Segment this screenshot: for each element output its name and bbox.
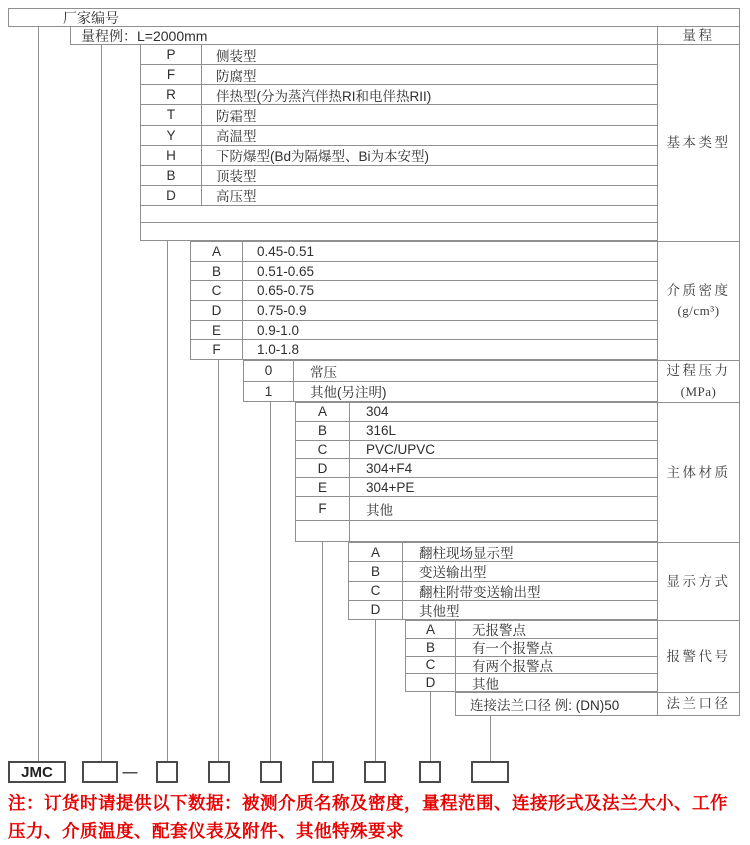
desc-cell: 高压型 xyxy=(216,189,257,205)
code-cell: B xyxy=(141,166,202,185)
code-box-density xyxy=(208,761,230,783)
code-cell: E xyxy=(191,321,243,340)
table-row xyxy=(244,361,657,382)
code-cell: F xyxy=(191,340,243,359)
code-box-flange xyxy=(471,761,509,783)
connector-line xyxy=(270,401,271,761)
connector-line xyxy=(490,715,491,761)
factory-number-label: 厂家编号 xyxy=(63,9,119,26)
label-body-material: 主体材质 xyxy=(658,403,739,543)
desc-cell: PVC/UPVC xyxy=(366,442,436,458)
ordering-note: 注：订货时请提供以下数据：被测介质名称及密度，量程范围、连接形式及法兰大小、工作压力、介质温度、配套仪表及附件、其他特殊要求 xyxy=(8,793,728,841)
table-row xyxy=(296,497,657,521)
code-cell: B xyxy=(406,639,456,656)
table-row xyxy=(296,422,657,441)
code-cell: 1 xyxy=(244,382,294,402)
code-cell: B xyxy=(349,562,403,580)
table-row xyxy=(349,601,657,619)
label-display-mode: 显示方式 xyxy=(658,543,739,621)
desc-cell: 1.0-1.8 xyxy=(257,342,300,358)
label-process-pressure: 过程压力 (MPa) xyxy=(658,361,739,403)
table-row xyxy=(296,459,657,478)
connector-line xyxy=(101,44,102,761)
code-box-material xyxy=(312,761,334,783)
code-cell: A xyxy=(296,403,350,421)
connector-line xyxy=(375,619,376,761)
desc-cell: 316L xyxy=(366,423,397,439)
connector-line xyxy=(38,26,39,761)
code-cell: T xyxy=(141,105,202,124)
table-row xyxy=(141,105,657,125)
desc-cell: 防腐型 xyxy=(216,68,257,84)
code-cell: F xyxy=(141,65,202,84)
table-row xyxy=(141,85,657,105)
desc-cell xyxy=(350,521,657,541)
flange-size-row xyxy=(455,692,658,716)
code-cell: C xyxy=(406,657,456,674)
desc-cell: 下防爆型(Bd为隔爆型、Bi为本安型) xyxy=(216,149,430,165)
code-cell: D xyxy=(406,674,456,691)
desc-cell: 其他 xyxy=(472,676,499,691)
desc-cell: 0.45-0.51 xyxy=(257,243,315,259)
label-range: 量程 xyxy=(658,27,739,45)
desc-cell: 顶装型 xyxy=(216,169,257,185)
factory-number-row xyxy=(8,8,740,27)
desc-cell: 无报警点 xyxy=(472,623,526,638)
desc-cell: 其他 xyxy=(366,502,393,518)
label-medium-density: 介质密度 (g/cm³) xyxy=(658,242,739,361)
code-cell: R xyxy=(141,85,202,104)
desc-cell: 防霜型 xyxy=(216,108,257,124)
desc-cell: 翻柱附带变送输出型 xyxy=(419,584,541,600)
desc-cell: 连接法兰口径 例: (DN)50 xyxy=(470,698,620,713)
label-alarm-code: 报警代号 xyxy=(658,621,739,693)
model-prefix-box xyxy=(8,761,66,783)
table-row xyxy=(406,621,657,639)
table-row xyxy=(141,65,657,85)
code-separator-dash: — xyxy=(122,763,138,781)
table-row xyxy=(141,166,657,186)
desc-cell: 0.75-0.9 xyxy=(257,302,307,318)
code-cell: C xyxy=(296,441,350,459)
desc-cell: 高温型 xyxy=(216,129,257,145)
desc-cell: 304+PE xyxy=(366,479,415,495)
table-row xyxy=(191,321,657,341)
table-row xyxy=(349,543,657,562)
code-cell: D xyxy=(191,301,243,320)
body-material-table xyxy=(295,402,658,542)
basic-type-table xyxy=(140,44,658,241)
code-cell: F xyxy=(296,497,350,520)
table-row xyxy=(296,441,657,460)
code-cell: D xyxy=(296,459,350,477)
table-row xyxy=(456,693,657,715)
code-cell: A xyxy=(349,543,403,561)
code-cell: A xyxy=(191,242,243,261)
table-row xyxy=(349,562,657,581)
desc-cell: 有一个报警点 xyxy=(472,641,553,656)
code-cell: B xyxy=(296,422,350,440)
model-prefix-label: JMC xyxy=(21,763,53,781)
desc-cell: 变送输出型 xyxy=(419,565,487,581)
label-basic-type: 基本类型 xyxy=(658,45,739,242)
code-cell: A xyxy=(406,621,456,638)
code-box-display xyxy=(364,761,386,783)
desc-cell: 304+F4 xyxy=(366,460,413,476)
table-row xyxy=(191,281,657,301)
code-cell xyxy=(296,521,350,541)
range-example-label: 量程例：L=2000mm xyxy=(81,27,208,44)
code-box-range xyxy=(82,761,118,783)
connector-line xyxy=(218,359,219,761)
table-row xyxy=(141,126,657,146)
range-example-row xyxy=(70,26,658,45)
desc-cell: 0.51-0.65 xyxy=(257,263,315,279)
table-row xyxy=(191,262,657,282)
table-row xyxy=(141,146,657,166)
code-box-pressure xyxy=(260,761,282,783)
empty-row xyxy=(141,223,657,240)
table-row xyxy=(244,382,657,402)
desc-cell: 侧装型 xyxy=(216,48,257,64)
desc-cell: 其他型 xyxy=(419,603,460,619)
desc-cell: 翻柱现场显示型 xyxy=(419,546,514,562)
code-cell: Y xyxy=(141,126,202,145)
code-cell: H xyxy=(141,146,202,165)
connector-line xyxy=(322,541,323,761)
table-row xyxy=(191,242,657,262)
section-label-column xyxy=(657,26,740,716)
table-row xyxy=(296,478,657,497)
code-cell: D xyxy=(141,186,202,205)
table-row xyxy=(191,301,657,321)
desc-cell: 有两个报警点 xyxy=(472,658,553,674)
connector-line xyxy=(167,240,168,761)
code-cell: P xyxy=(141,45,202,64)
code-cell: E xyxy=(296,478,350,496)
desc-cell: 常压 xyxy=(310,364,337,380)
empty-row xyxy=(296,521,657,541)
display-mode-table xyxy=(348,542,658,620)
table-row xyxy=(349,582,657,601)
table-row xyxy=(141,45,657,65)
code-box-alarm xyxy=(419,761,441,783)
alarm-code-table xyxy=(405,620,658,692)
connector-line xyxy=(430,691,431,761)
table-row xyxy=(296,403,657,422)
medium-density-table xyxy=(190,241,658,360)
process-pressure-table xyxy=(243,360,658,402)
empty-row xyxy=(141,206,657,223)
code-cell: 0 xyxy=(244,361,294,381)
label-flange-size: 法兰口径 xyxy=(666,696,731,712)
desc-cell: 304 xyxy=(366,404,389,420)
desc-cell: 其他(另注明) xyxy=(310,385,387,401)
desc-cell: 0.65-0.75 xyxy=(257,283,315,299)
table-row xyxy=(406,657,657,675)
table-row xyxy=(406,639,657,657)
code-cell: D xyxy=(349,601,403,619)
table-row xyxy=(141,186,657,206)
code-box-basic-type xyxy=(156,761,178,783)
code-cell: C xyxy=(191,281,243,300)
table-row xyxy=(406,674,657,691)
code-cell: B xyxy=(191,262,243,281)
desc-cell: 伴热型(分为蒸汽伴热RI和电伴热RII) xyxy=(216,88,432,104)
desc-cell: 0.9-1.0 xyxy=(257,322,300,338)
code-cell: C xyxy=(349,582,403,600)
table-row xyxy=(191,340,657,359)
